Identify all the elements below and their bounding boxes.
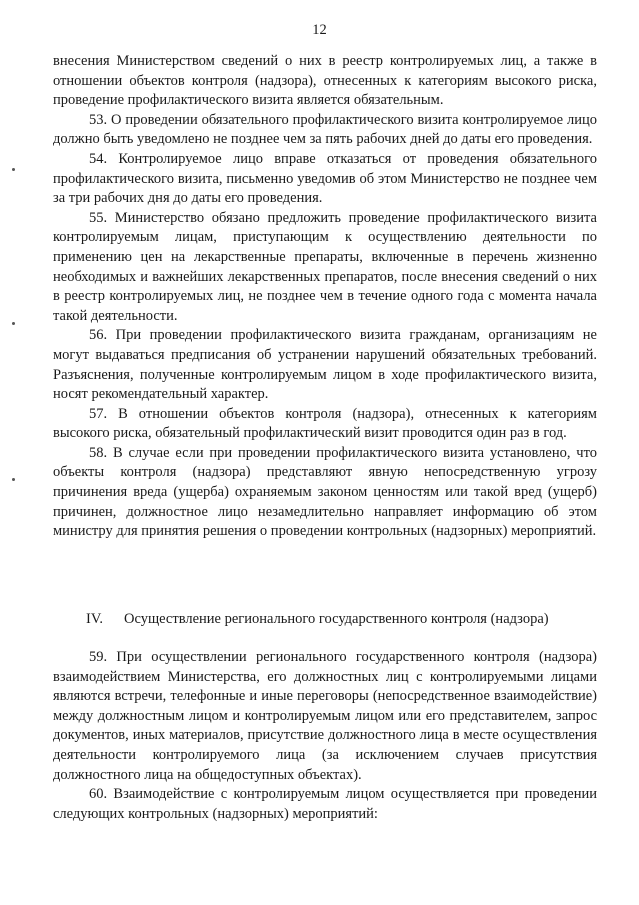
paragraph-58: 58. В случае если при проведении профилактического визита установлено, что объекты контроля (надзора) представляют явную непосредственную угрозу причинения вреда (ущерба) охраняемым законом ценностям или такой вред (ущерб) причинен, должностное лицо незамедлительно направляет информацию об этом министру для принятия решения о проведении контрольных (надзорных) мероприятий. (53, 444, 597, 540)
section-text-block (53, 648, 597, 824)
section-title: Осуществление регионального государственного контроля (надзора) (124, 611, 549, 627)
paragraph-59: 59. При осуществлении регионального государственного контроля (надзора) взаимодействием Министерства, его должностных лиц с контролируемыми лицами являются встречи, телефонные и иные переговоры (непосредственное взаимодействие) между должностным лицом и контролируемым лицом или его представителем, запрос документов, иных материалов, присутствие должностного лица в месте осуществления деятельности контролируемого лица (за исключением случаев присутствия должностного лица на общедоступных объектах). (53, 649, 597, 783)
page-number: 12 (312, 22, 327, 38)
section-heading (86, 611, 549, 628)
paragraph-continuation: внесения Министерством сведений о них в реестр контролируемых лиц, а также в отношении объектов контроля (надзора), отнесенных к категориям высокого риска, проведение профилактического визита является обязательным. (53, 53, 597, 109)
paragraph-53: 53. О проведении обязательного профилактического визита контролируемое лицо должно быть уведомлено не позднее чем за пять рабочих дней до даты его проведения. (53, 111, 597, 148)
paragraph-60: 60. Взаимодействие с контролируемым лицом осуществляется при проведении следующих контрольных (надзорных) мероприятий: (53, 786, 597, 822)
scan-artifact-dot (12, 322, 15, 325)
paragraph-54: 54. Контролируемое лицо вправе отказаться от проведения обязательного профилактического визита, письменно уведомив об этом Министерство не позднее чем за три рабочих дня до даты его проведения. (53, 150, 597, 207)
paragraph-57: 57. В отношении объектов контроля (надзора), отнесенных к категориям высокого риска, обязательный профилактический визит проводится один раз в год. (53, 405, 597, 442)
main-text-block (53, 52, 597, 542)
scan-artifact-dot (12, 478, 15, 481)
paragraph-56: 56. При проведении профилактического визита гражданам, организациям не могут выдаваться предписания об устранении нарушений обязательных требований. Разъяснения, полученные контролируемым лицом в ходе профилактического визита, носят рекомендательный характер. (53, 327, 597, 403)
paragraph-55: 55. Министерство обязано предложить проведение профилактического визита контролируемым лицам, приступающим к осуществлению деятельности по применению цен на лекарственные препараты, включенные в перечень жизненно необходимых и важнейших лекарственных препаратов, после внесения сведений о них в реестр контролируемых лиц, не позднее чем в течение одного года с момента начала такой деятельности. (53, 209, 597, 324)
section-number: IV. (86, 611, 104, 627)
scan-artifact-dot (12, 168, 15, 171)
